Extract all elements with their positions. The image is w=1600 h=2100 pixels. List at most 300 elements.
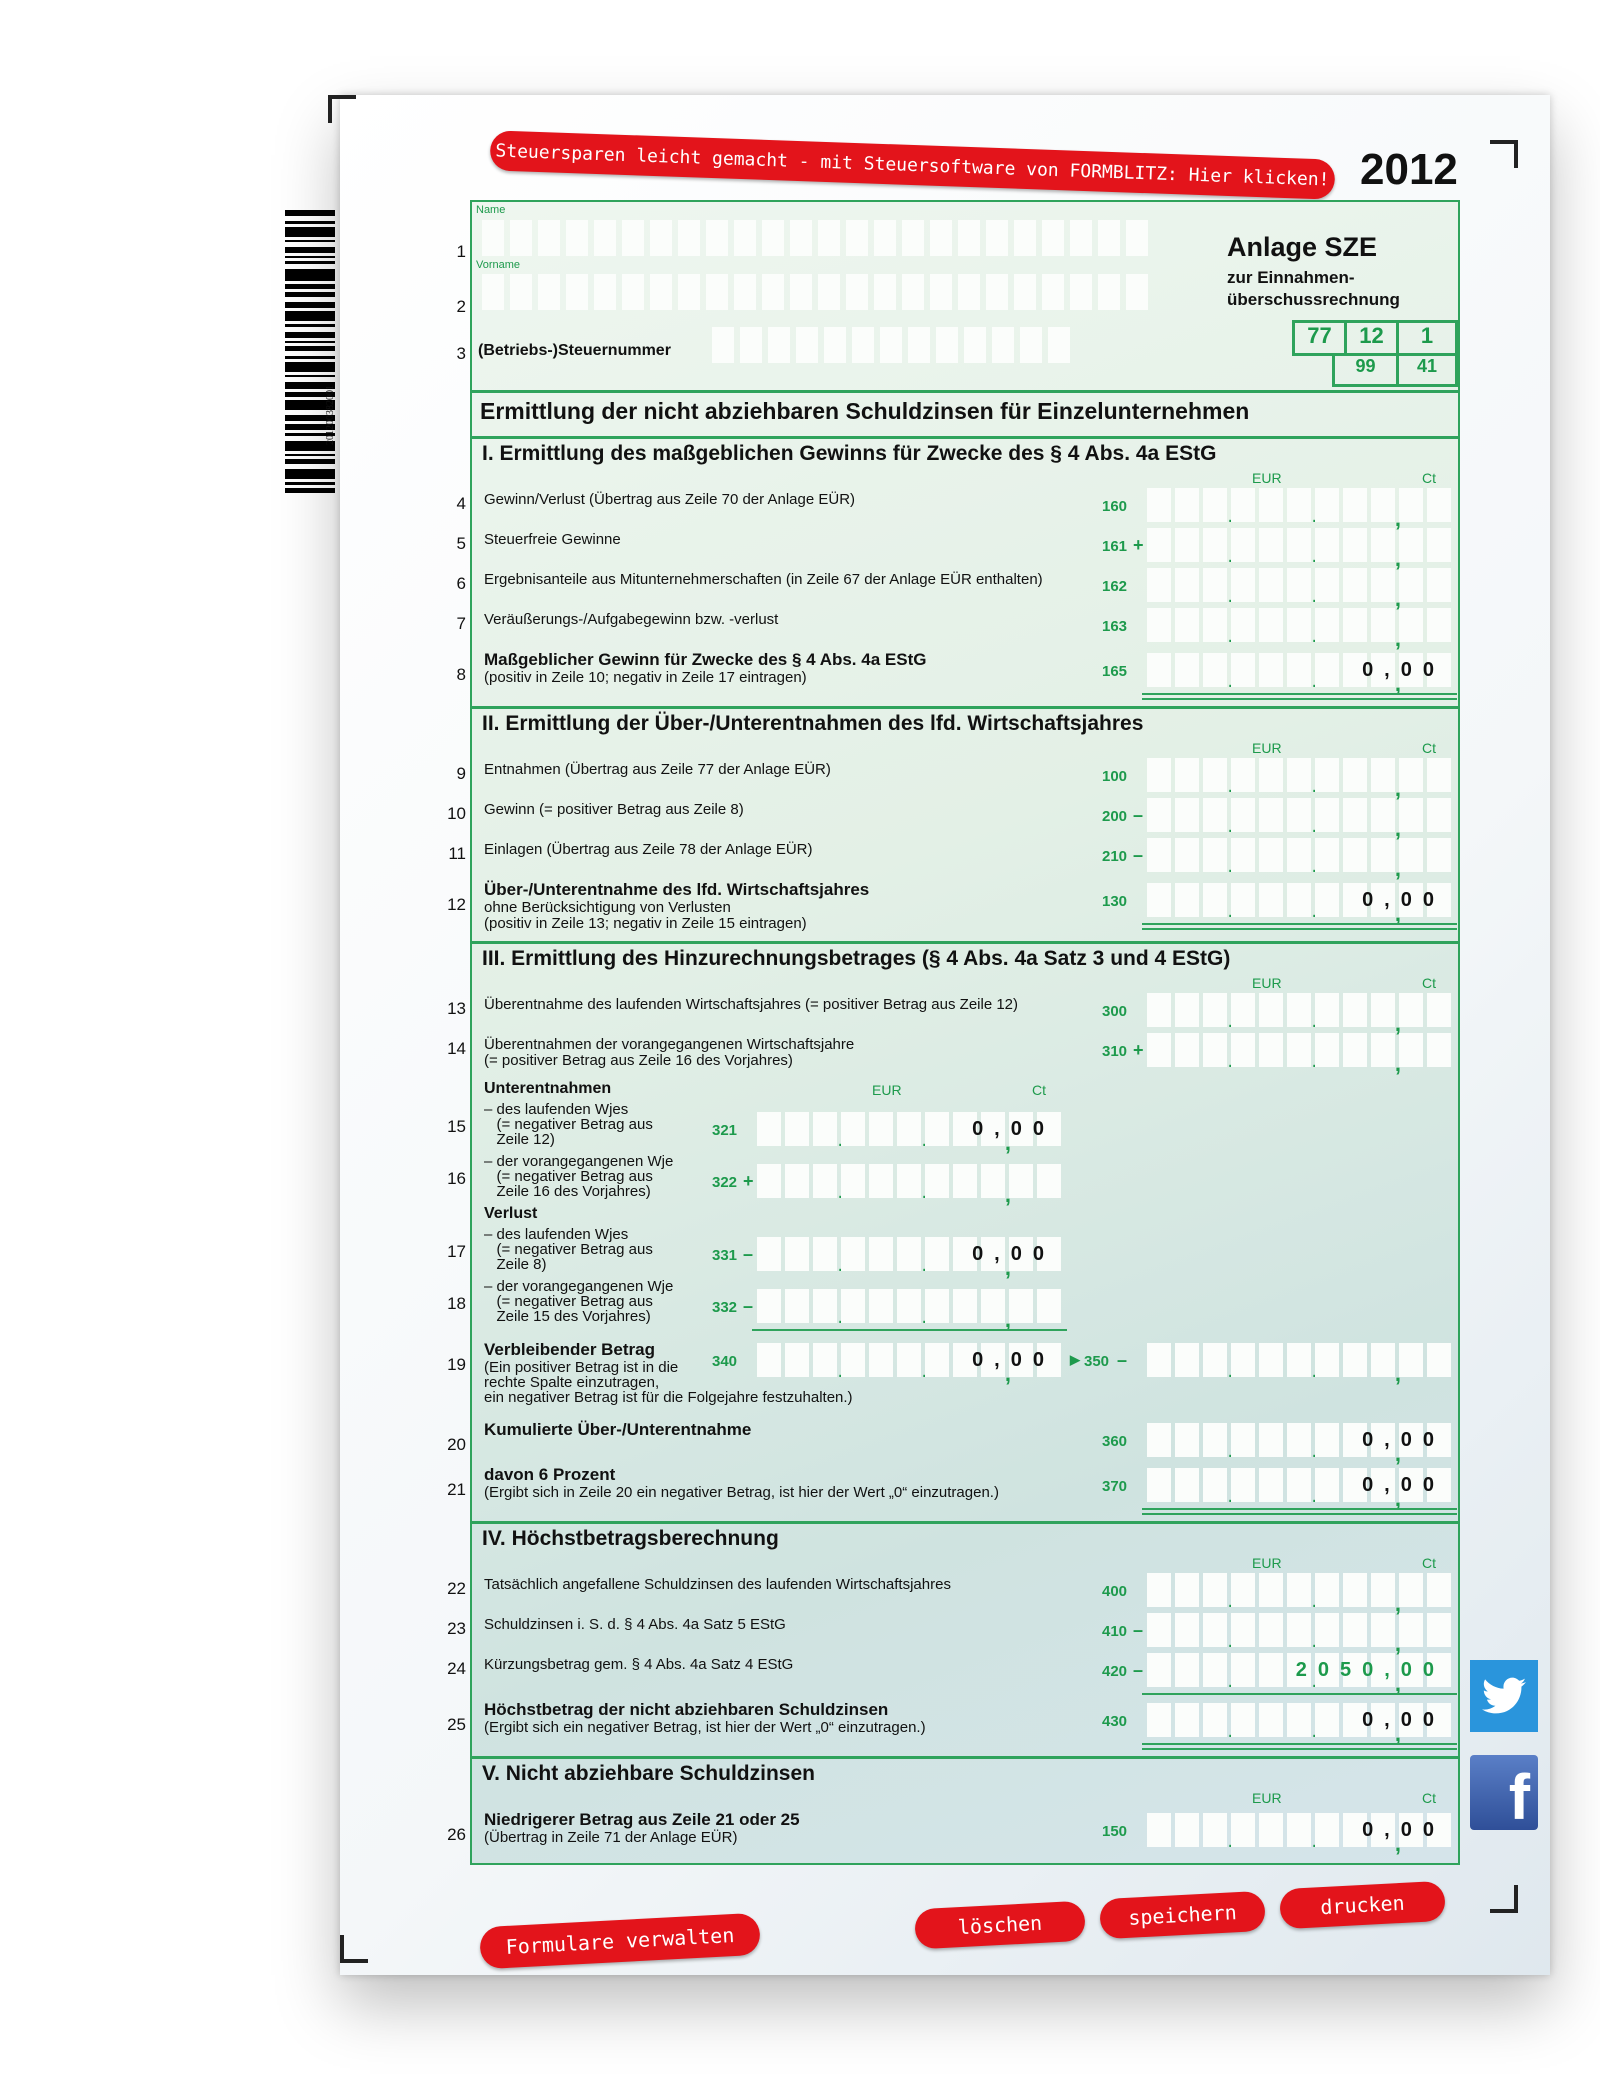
char-box[interactable]	[678, 220, 700, 256]
digit-box[interactable]	[1203, 1033, 1227, 1067]
char-box[interactable]	[930, 220, 952, 256]
digit-box[interactable]	[1287, 653, 1311, 687]
digit-box[interactable]	[813, 1237, 837, 1271]
char-box[interactable]	[1014, 220, 1036, 256]
digit-box[interactable]	[1147, 1033, 1171, 1067]
digit-box[interactable]	[1259, 1653, 1283, 1687]
digit-box[interactable]	[1203, 883, 1227, 917]
digit-box[interactable]	[1175, 568, 1199, 602]
digit-box[interactable]	[1315, 528, 1339, 562]
digit-box[interactable]	[1287, 488, 1311, 522]
manage-forms-button[interactable]: Formulare verwalten	[479, 1913, 761, 1970]
save-button[interactable]: speichern	[1099, 1891, 1266, 1940]
digit-box[interactable]	[1371, 798, 1395, 832]
digit-box[interactable]	[1287, 1573, 1311, 1607]
digit-box[interactable]	[1287, 1813, 1311, 1847]
digit-box[interactable]	[1315, 1703, 1339, 1737]
char-box[interactable]	[958, 274, 980, 310]
digit-box[interactable]	[1175, 488, 1199, 522]
digit-box[interactable]	[1427, 1613, 1451, 1647]
digit-box[interactable]	[757, 1343, 781, 1377]
print-button[interactable]: drucken	[1279, 1881, 1446, 1930]
digit-box[interactable]	[1175, 883, 1199, 917]
digit-box[interactable]	[1259, 1613, 1283, 1647]
digit-box[interactable]	[1259, 1573, 1283, 1607]
digit-box[interactable]	[1287, 838, 1311, 872]
char-box[interactable]	[1070, 274, 1092, 310]
char-box[interactable]	[734, 274, 756, 310]
char-box[interactable]	[734, 220, 756, 256]
digit-box[interactable]	[925, 1112, 949, 1146]
amount-field-331[interactable]	[757, 1237, 1061, 1271]
char-box[interactable]	[650, 274, 672, 310]
digit-box[interactable]	[757, 1237, 781, 1271]
digit-box[interactable]	[1399, 608, 1423, 642]
char-box[interactable]	[594, 220, 616, 256]
digit-box[interactable]	[1287, 1703, 1311, 1737]
digit-box[interactable]	[1203, 838, 1227, 872]
char-box[interactable]	[538, 274, 560, 310]
char-box[interactable]	[1048, 327, 1070, 363]
char-box[interactable]	[846, 274, 868, 310]
digit-box[interactable]	[1259, 1343, 1283, 1377]
digit-box[interactable]	[925, 1343, 949, 1377]
char-box[interactable]	[678, 274, 700, 310]
digit-box[interactable]	[1147, 1468, 1171, 1502]
digit-box[interactable]	[1315, 798, 1339, 832]
digit-box[interactable]	[1147, 1613, 1171, 1647]
digit-box[interactable]	[1231, 568, 1255, 602]
digit-box[interactable]	[1427, 568, 1451, 602]
digit-box[interactable]	[981, 1289, 1005, 1323]
digit-box[interactable]	[1315, 488, 1339, 522]
digit-box[interactable]	[1287, 993, 1311, 1027]
digit-box[interactable]	[869, 1237, 893, 1271]
digit-box[interactable]	[869, 1289, 893, 1323]
delete-button[interactable]: löschen	[914, 1901, 1086, 1950]
digit-box[interactable]	[1231, 1033, 1255, 1067]
digit-box[interactable]	[1343, 798, 1367, 832]
digit-box[interactable]	[1175, 1613, 1199, 1647]
digit-box[interactable]	[1287, 1033, 1311, 1067]
digit-box[interactable]	[1231, 1468, 1255, 1502]
char-box[interactable]	[1070, 220, 1092, 256]
digit-box[interactable]	[1399, 1613, 1423, 1647]
char-box[interactable]	[880, 327, 902, 363]
digit-box[interactable]	[1343, 568, 1367, 602]
digit-box[interactable]	[1315, 758, 1339, 792]
digit-box[interactable]	[1175, 653, 1199, 687]
digit-box[interactable]	[841, 1112, 865, 1146]
digit-box[interactable]	[1399, 798, 1423, 832]
digit-box[interactable]	[1203, 1573, 1227, 1607]
digit-box[interactable]	[1315, 1423, 1339, 1457]
char-box[interactable]	[622, 274, 644, 310]
digit-box[interactable]	[1399, 838, 1423, 872]
digit-box[interactable]	[1037, 1164, 1061, 1198]
digit-box[interactable]	[1203, 1653, 1227, 1687]
digit-box[interactable]	[1147, 883, 1171, 917]
char-box[interactable]	[650, 220, 672, 256]
char-box[interactable]	[1126, 220, 1148, 256]
digit-box[interactable]	[1175, 1573, 1199, 1607]
digit-box[interactable]	[1315, 993, 1339, 1027]
amount-field-350[interactable]	[1147, 1343, 1451, 1377]
digit-box[interactable]	[1287, 568, 1311, 602]
digit-box[interactable]	[785, 1289, 809, 1323]
digit-box[interactable]	[813, 1112, 837, 1146]
digit-box[interactable]	[841, 1289, 865, 1323]
digit-box[interactable]	[953, 1289, 977, 1323]
digit-box[interactable]	[1399, 1033, 1423, 1067]
digit-box[interactable]	[1259, 1813, 1283, 1847]
digit-box[interactable]	[1399, 568, 1423, 602]
digit-box[interactable]	[869, 1164, 893, 1198]
char-box[interactable]	[762, 274, 784, 310]
digit-box[interactable]	[1175, 608, 1199, 642]
digit-box[interactable]	[1203, 993, 1227, 1027]
digit-box[interactable]	[1009, 1289, 1033, 1323]
digit-box[interactable]	[1287, 798, 1311, 832]
digit-box[interactable]	[1315, 1613, 1339, 1647]
digit-box[interactable]	[1399, 993, 1423, 1027]
digit-box[interactable]	[1147, 1343, 1171, 1377]
char-box[interactable]	[902, 220, 924, 256]
digit-box[interactable]	[1259, 568, 1283, 602]
char-box[interactable]	[790, 274, 812, 310]
digit-box[interactable]	[1203, 653, 1227, 687]
digit-box[interactable]	[897, 1289, 921, 1323]
digit-box[interactable]	[1287, 758, 1311, 792]
char-box[interactable]	[566, 274, 588, 310]
digit-box[interactable]	[1147, 1813, 1171, 1847]
char-box[interactable]	[874, 274, 896, 310]
digit-box[interactable]	[1175, 1813, 1199, 1847]
digit-box[interactable]	[1231, 1653, 1255, 1687]
digit-box[interactable]	[813, 1289, 837, 1323]
char-box[interactable]	[986, 274, 1008, 310]
digit-box[interactable]	[1343, 608, 1367, 642]
digit-box[interactable]	[981, 1164, 1005, 1198]
char-box[interactable]	[936, 327, 958, 363]
digit-box[interactable]	[897, 1343, 921, 1377]
digit-box[interactable]	[1175, 528, 1199, 562]
digit-box[interactable]	[1231, 838, 1255, 872]
char-box[interactable]	[482, 274, 504, 310]
digit-box[interactable]	[925, 1164, 949, 1198]
digit-box[interactable]	[1427, 1343, 1451, 1377]
digit-box[interactable]	[1427, 798, 1451, 832]
digit-box[interactable]	[813, 1343, 837, 1377]
amount-field-162[interactable]	[1147, 568, 1451, 602]
steuernummer-input[interactable]	[712, 327, 1070, 363]
digit-box[interactable]	[841, 1237, 865, 1271]
char-box[interactable]	[964, 327, 986, 363]
char-box[interactable]	[740, 327, 762, 363]
amount-field-130[interactable]	[1147, 883, 1451, 917]
digit-box[interactable]	[1203, 1423, 1227, 1457]
digit-box[interactable]	[1259, 883, 1283, 917]
digit-box[interactable]	[1175, 1653, 1199, 1687]
digit-box[interactable]	[1343, 528, 1367, 562]
digit-box[interactable]	[785, 1112, 809, 1146]
digit-box[interactable]	[1231, 608, 1255, 642]
digit-box[interactable]	[1147, 528, 1171, 562]
digit-box[interactable]	[1399, 758, 1423, 792]
digit-box[interactable]	[1147, 488, 1171, 522]
digit-box[interactable]	[1315, 608, 1339, 642]
digit-box[interactable]	[1427, 528, 1451, 562]
digit-box[interactable]	[1203, 528, 1227, 562]
digit-box[interactable]	[1343, 1033, 1367, 1067]
char-box[interactable]	[930, 274, 952, 310]
digit-box[interactable]	[1343, 838, 1367, 872]
digit-box[interactable]	[1259, 528, 1283, 562]
amount-field-410[interactable]	[1147, 1613, 1451, 1647]
digit-box[interactable]	[1259, 1468, 1283, 1502]
amount-field-100[interactable]	[1147, 758, 1451, 792]
digit-box[interactable]	[897, 1112, 921, 1146]
digit-box[interactable]	[1427, 1573, 1451, 1607]
digit-box[interactable]	[1427, 838, 1451, 872]
char-box[interactable]	[1014, 274, 1036, 310]
digit-box[interactable]	[1231, 528, 1255, 562]
digit-box[interactable]	[1315, 1573, 1339, 1607]
digit-box[interactable]	[1343, 993, 1367, 1027]
char-box[interactable]	[824, 327, 846, 363]
char-box[interactable]	[1042, 220, 1064, 256]
digit-box[interactable]	[1147, 838, 1171, 872]
digit-box[interactable]	[1231, 883, 1255, 917]
digit-box[interactable]	[1147, 1653, 1171, 1687]
digit-box[interactable]	[757, 1289, 781, 1323]
digit-box[interactable]	[1371, 993, 1395, 1027]
amount-field-200[interactable]	[1147, 798, 1451, 832]
digit-box[interactable]	[1427, 758, 1451, 792]
char-box[interactable]	[1126, 274, 1148, 310]
digit-box[interactable]	[841, 1343, 865, 1377]
digit-box[interactable]	[1009, 1164, 1033, 1198]
digit-box[interactable]	[1175, 758, 1199, 792]
char-box[interactable]	[762, 220, 784, 256]
digit-box[interactable]	[1147, 798, 1171, 832]
digit-box[interactable]	[869, 1343, 893, 1377]
digit-box[interactable]	[1427, 993, 1451, 1027]
digit-box[interactable]	[1371, 488, 1395, 522]
char-box[interactable]	[986, 220, 1008, 256]
vorname-input[interactable]	[482, 274, 1148, 310]
digit-box[interactable]	[1037, 1289, 1061, 1323]
twitter-share-button[interactable]	[1470, 1660, 1538, 1732]
digit-box[interactable]	[925, 1289, 949, 1323]
digit-box[interactable]	[1371, 758, 1395, 792]
digit-box[interactable]	[1147, 568, 1171, 602]
char-box[interactable]	[818, 220, 840, 256]
amount-field-332[interactable]	[757, 1289, 1061, 1323]
digit-box[interactable]	[1371, 1613, 1395, 1647]
digit-box[interactable]	[897, 1237, 921, 1271]
digit-box[interactable]	[1371, 528, 1395, 562]
digit-box[interactable]	[1203, 1703, 1227, 1737]
digit-box[interactable]	[1147, 1423, 1171, 1457]
digit-box[interactable]	[1371, 1033, 1395, 1067]
digit-box[interactable]	[1315, 1343, 1339, 1377]
digit-box[interactable]	[1287, 1423, 1311, 1457]
digit-box[interactable]	[1231, 798, 1255, 832]
char-box[interactable]	[818, 274, 840, 310]
char-box[interactable]	[902, 274, 924, 310]
digit-box[interactable]	[1371, 608, 1395, 642]
char-box[interactable]	[594, 274, 616, 310]
digit-box[interactable]	[1203, 758, 1227, 792]
digit-box[interactable]	[1147, 608, 1171, 642]
digit-box[interactable]	[1231, 1613, 1255, 1647]
digit-box[interactable]	[1175, 1343, 1199, 1377]
digit-box[interactable]	[1175, 1468, 1199, 1502]
digit-box[interactable]	[1315, 1033, 1339, 1067]
char-box[interactable]	[566, 220, 588, 256]
digit-box[interactable]	[785, 1237, 809, 1271]
char-box[interactable]	[796, 327, 818, 363]
digit-box[interactable]	[813, 1164, 837, 1198]
char-box[interactable]	[768, 327, 790, 363]
char-box[interactable]	[706, 220, 728, 256]
char-box[interactable]	[482, 220, 504, 256]
digit-box[interactable]	[1427, 488, 1451, 522]
digit-box[interactable]	[1259, 1703, 1283, 1737]
digit-box[interactable]	[1175, 798, 1199, 832]
digit-box[interactable]	[1175, 1033, 1199, 1067]
char-box[interactable]	[1020, 327, 1042, 363]
char-box[interactable]	[538, 220, 560, 256]
digit-box[interactable]	[1399, 528, 1423, 562]
digit-box[interactable]	[757, 1164, 781, 1198]
digit-box[interactable]	[785, 1164, 809, 1198]
name-input[interactable]	[482, 220, 1148, 256]
char-box[interactable]	[712, 327, 734, 363]
digit-box[interactable]	[1315, 883, 1339, 917]
digit-box[interactable]	[1203, 1613, 1227, 1647]
digit-box[interactable]	[1259, 608, 1283, 642]
digit-box[interactable]	[1259, 1423, 1283, 1457]
char-box[interactable]	[852, 327, 874, 363]
digit-box[interactable]	[1315, 1813, 1339, 1847]
digit-box[interactable]	[1287, 883, 1311, 917]
digit-box[interactable]	[1287, 1343, 1311, 1377]
digit-box[interactable]	[1147, 1703, 1171, 1737]
char-box[interactable]	[992, 327, 1014, 363]
digit-box[interactable]	[841, 1164, 865, 1198]
digit-box[interactable]	[1315, 838, 1339, 872]
amount-field-165[interactable]	[1147, 653, 1451, 687]
digit-box[interactable]	[1203, 608, 1227, 642]
digit-box[interactable]	[1399, 1343, 1423, 1377]
amount-field-321[interactable]	[757, 1112, 1061, 1146]
digit-box[interactable]	[1147, 758, 1171, 792]
amount-field-400[interactable]	[1147, 1573, 1451, 1607]
char-box[interactable]	[958, 220, 980, 256]
digit-box[interactable]	[1371, 568, 1395, 602]
amount-field-310[interactable]	[1147, 1033, 1451, 1067]
digit-box[interactable]	[1203, 1468, 1227, 1502]
digit-box[interactable]	[1175, 1703, 1199, 1737]
digit-box[interactable]	[1203, 1343, 1227, 1377]
digit-box[interactable]	[869, 1112, 893, 1146]
digit-box[interactable]	[1147, 1573, 1171, 1607]
digit-box[interactable]	[1147, 653, 1171, 687]
digit-box[interactable]	[1231, 758, 1255, 792]
char-box[interactable]	[908, 327, 930, 363]
digit-box[interactable]	[1427, 608, 1451, 642]
amount-field-340[interactable]	[757, 1343, 1061, 1377]
digit-box[interactable]	[1231, 1423, 1255, 1457]
digit-box[interactable]	[925, 1237, 949, 1271]
digit-box[interactable]	[1259, 488, 1283, 522]
digit-box[interactable]	[1343, 1343, 1367, 1377]
digit-box[interactable]	[1343, 1613, 1367, 1647]
digit-box[interactable]	[1203, 568, 1227, 602]
digit-box[interactable]	[1287, 1613, 1311, 1647]
digit-box[interactable]	[1343, 758, 1367, 792]
digit-box[interactable]	[897, 1164, 921, 1198]
char-box[interactable]	[510, 220, 532, 256]
digit-box[interactable]	[1315, 1468, 1339, 1502]
digit-box[interactable]	[1231, 488, 1255, 522]
digit-box[interactable]	[1371, 838, 1395, 872]
digit-box[interactable]	[1371, 1573, 1395, 1607]
digit-box[interactable]	[1231, 1703, 1255, 1737]
char-box[interactable]	[622, 220, 644, 256]
digit-box[interactable]	[1147, 993, 1171, 1027]
digit-box[interactable]	[1259, 838, 1283, 872]
char-box[interactable]	[1098, 274, 1120, 310]
amount-field-210[interactable]	[1147, 838, 1451, 872]
amount-field-150[interactable]	[1147, 1813, 1451, 1847]
digit-box[interactable]	[1259, 1033, 1283, 1067]
digit-box[interactable]	[1399, 488, 1423, 522]
amount-field-420[interactable]	[1147, 1653, 1451, 1687]
digit-box[interactable]	[1231, 1813, 1255, 1847]
amount-field-430[interactable]	[1147, 1703, 1451, 1737]
amount-field-322[interactable]	[757, 1164, 1061, 1198]
digit-box[interactable]	[1315, 653, 1339, 687]
digit-box[interactable]	[1287, 608, 1311, 642]
digit-box[interactable]	[1175, 993, 1199, 1027]
formblitz-banner-link[interactable]: Steuersparen leicht gemacht - mit Steuersoftware von FORMBLITZ: Hier klicken!	[490, 130, 1336, 199]
digit-box[interactable]	[953, 1164, 977, 1198]
digit-box[interactable]	[1315, 568, 1339, 602]
digit-box[interactable]	[1427, 1033, 1451, 1067]
digit-box[interactable]	[1259, 653, 1283, 687]
digit-box[interactable]	[1371, 1343, 1395, 1377]
digit-box[interactable]	[1203, 1813, 1227, 1847]
digit-box[interactable]	[1287, 528, 1311, 562]
char-box[interactable]	[1042, 274, 1064, 310]
amount-field-163[interactable]	[1147, 608, 1451, 642]
digit-box[interactable]	[1203, 488, 1227, 522]
digit-box[interactable]	[1203, 798, 1227, 832]
digit-box[interactable]	[1175, 838, 1199, 872]
digit-box[interactable]	[1231, 1573, 1255, 1607]
digit-box[interactable]	[757, 1112, 781, 1146]
digit-box[interactable]	[1259, 798, 1283, 832]
char-box[interactable]	[706, 274, 728, 310]
amount-field-360[interactable]	[1147, 1423, 1451, 1457]
digit-box[interactable]	[1259, 758, 1283, 792]
char-box[interactable]	[874, 220, 896, 256]
char-box[interactable]	[790, 220, 812, 256]
amount-field-300[interactable]	[1147, 993, 1451, 1027]
